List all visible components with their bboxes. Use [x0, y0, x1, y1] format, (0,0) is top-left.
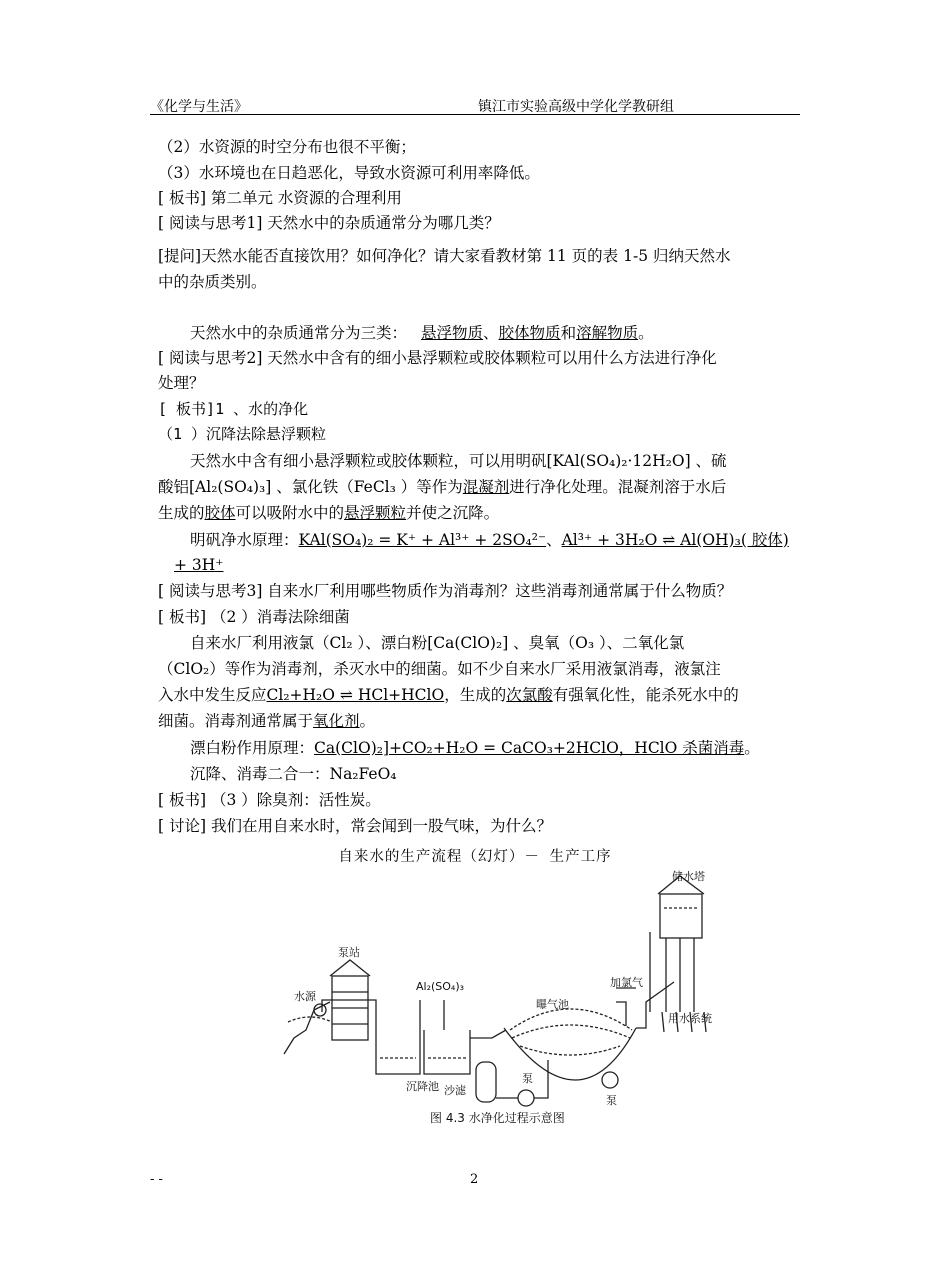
reading-question-1: [ 阅读与思考1] 天然水中的杂质通常分为哪几类？ — [158, 214, 500, 232]
text: 可以吸附水中的 — [235, 504, 345, 522]
aeration-pool-label: 曝气池 — [536, 998, 569, 1011]
header-right: 镇江市实验高级中学化学教研组 — [478, 99, 674, 115]
text: 天然水中的杂质通常分为三类： — [190, 324, 408, 342]
text-line — [158, 684, 739, 706]
text: 、 — [483, 324, 499, 342]
pump-label: 泵 — [522, 1072, 533, 1085]
page-header — [150, 96, 800, 115]
answer: 次氯酸 — [506, 686, 553, 704]
answer: 悬浮颗粒 — [344, 504, 407, 522]
footer-left: - - — [150, 1172, 163, 1187]
text: 有强氧化性，能杀死水中的 — [552, 686, 739, 704]
answer: 胶体物质 — [498, 324, 561, 342]
text: 。 — [744, 739, 760, 757]
text: 入水中发生反应 — [158, 686, 267, 704]
storage-tower-label: 储水塔 — [672, 870, 705, 883]
text: ，生成的 — [444, 686, 507, 704]
text-line: （ClO₂）等作为消毒剂，杀灭水中的细菌。如不少自来水厂采用液氯消毒，液氯注 — [158, 660, 721, 678]
equation: KAl(SO₄)₂ = K⁺ + Al³⁺ + 2SO₄²⁻ — [298, 531, 547, 549]
text: 漂白粉作用原理： — [190, 739, 315, 757]
board-heading: [ 板书] （2 ）消毒法除细菌 — [158, 608, 350, 626]
question-line: 中的杂质类别。 — [158, 273, 267, 291]
water-source-label: 水源 — [294, 990, 316, 1003]
board-heading: [ 板书]1 、水的净化 — [158, 400, 309, 418]
diagram-caption: 图 4.3 水净化过程示意图 — [430, 1111, 565, 1125]
water-purification-diagram — [280, 862, 720, 1134]
text-line: 自来水厂利用液氯（Cl₂ ）、漂白粉[Ca(ClO)₂] 、臭氧（O₃ ）、二氧化氯 — [190, 634, 685, 652]
text-line: （3）水环境也在日趋恶化，导致水资源可利用率降低。 — [158, 164, 540, 182]
impurity-classes — [190, 322, 654, 344]
question-line: [提问]天然水能否直接饮用？如何净化？请大家看教材第 11 页的表 1-5 归纳天然水 — [158, 247, 731, 265]
text-line: （2）水资源的时空分布也很不平衡； — [158, 138, 416, 156]
equation: Ca(ClO)₂]+CO₂+H₂O = CaCO₃+2HClO，HClO 杀菌消毒 — [314, 739, 745, 757]
text: 生成的 — [158, 504, 205, 522]
board-heading: [ 板书] 第二单元 水资源的合理利用 — [158, 189, 402, 207]
discussion-question: [ 讨论] 我们在用自来水时，常会闻到一股气味，为什么？ — [158, 817, 552, 835]
alum-principle — [190, 529, 789, 551]
text-line: 天然水中含有细小悬浮颗粒或胶体颗粒，可以用明矾[KAl(SO₄)₂·12H₂O] 、硫 — [190, 452, 727, 470]
diagram-title: 自来水的生产流程（幻灯）－ 生产工序 — [338, 849, 612, 865]
answer: 胶体 — [204, 504, 236, 522]
pump-label: 泵 — [606, 1094, 617, 1107]
text: 并使之沉降。 — [406, 504, 500, 522]
pump-station-label: 泵站 — [338, 946, 360, 959]
water-system-label: 用水系统 — [668, 1012, 712, 1025]
reading-question-2: [ 阅读与思考2] 天然水中含有的细小悬浮颗粒或胶体颗粒可以用什么方法进行净化 — [158, 349, 717, 367]
answer: 氧化剂 — [313, 712, 360, 730]
page-number: 2 — [470, 1172, 479, 1187]
board-heading: [ 板书] （3 ）除臭剂：活性炭。 — [158, 791, 381, 809]
text-line: 沉降、消毒二合一：Na₂FeO₄ — [190, 765, 397, 783]
equation-continued — [174, 554, 223, 576]
sand-filter-label: 沙滤 — [444, 1084, 466, 1097]
bleach-principle — [190, 737, 760, 759]
answer: 溶解物质 — [576, 324, 639, 342]
reading-question-3: [ 阅读与思考3] 自来水厂利用哪些物质作为消毒剂？这些消毒剂通常属于什么物质？ — [158, 582, 733, 600]
header-left: 《化学与生活》 — [150, 99, 248, 115]
text: 酸铝[Al₂(SO₄)₃] 、氯化铁（FeCl₃ ）等作为 — [158, 478, 463, 496]
text: 、 — [546, 531, 562, 549]
text-line — [158, 476, 726, 498]
equation: Cl₂+H₂O ⇌ HCl+HClO — [266, 686, 445, 704]
text: 。 — [359, 712, 376, 730]
text-line — [158, 502, 499, 524]
settling-pool-label: 沉降池 — [406, 1080, 439, 1093]
chlorination-label: 加氯气 — [610, 976, 643, 989]
equation: Al³⁺ + 3H₂O ⇌ Al(OH)₃( 胶体) — [561, 531, 789, 549]
text-line: 处理？ — [158, 374, 205, 392]
text: 细菌。消毒剂通常属于 — [158, 712, 314, 730]
equation: + 3H⁺ — [174, 556, 224, 574]
text-line — [158, 710, 375, 732]
text: 进行净化处理。混凝剂溶于水后 — [509, 478, 727, 496]
text: 明矾净水原理： — [190, 531, 299, 549]
coagulant-label: Al₂(SO₄)₃ — [416, 980, 465, 993]
text: 。 — [638, 324, 654, 342]
answer: 混凝剂 — [462, 478, 510, 496]
answer: 悬浮物质 — [421, 324, 484, 342]
section-heading: （1 ）沉降法除悬浮颗粒 — [158, 425, 327, 443]
text: 和 — [560, 324, 577, 342]
